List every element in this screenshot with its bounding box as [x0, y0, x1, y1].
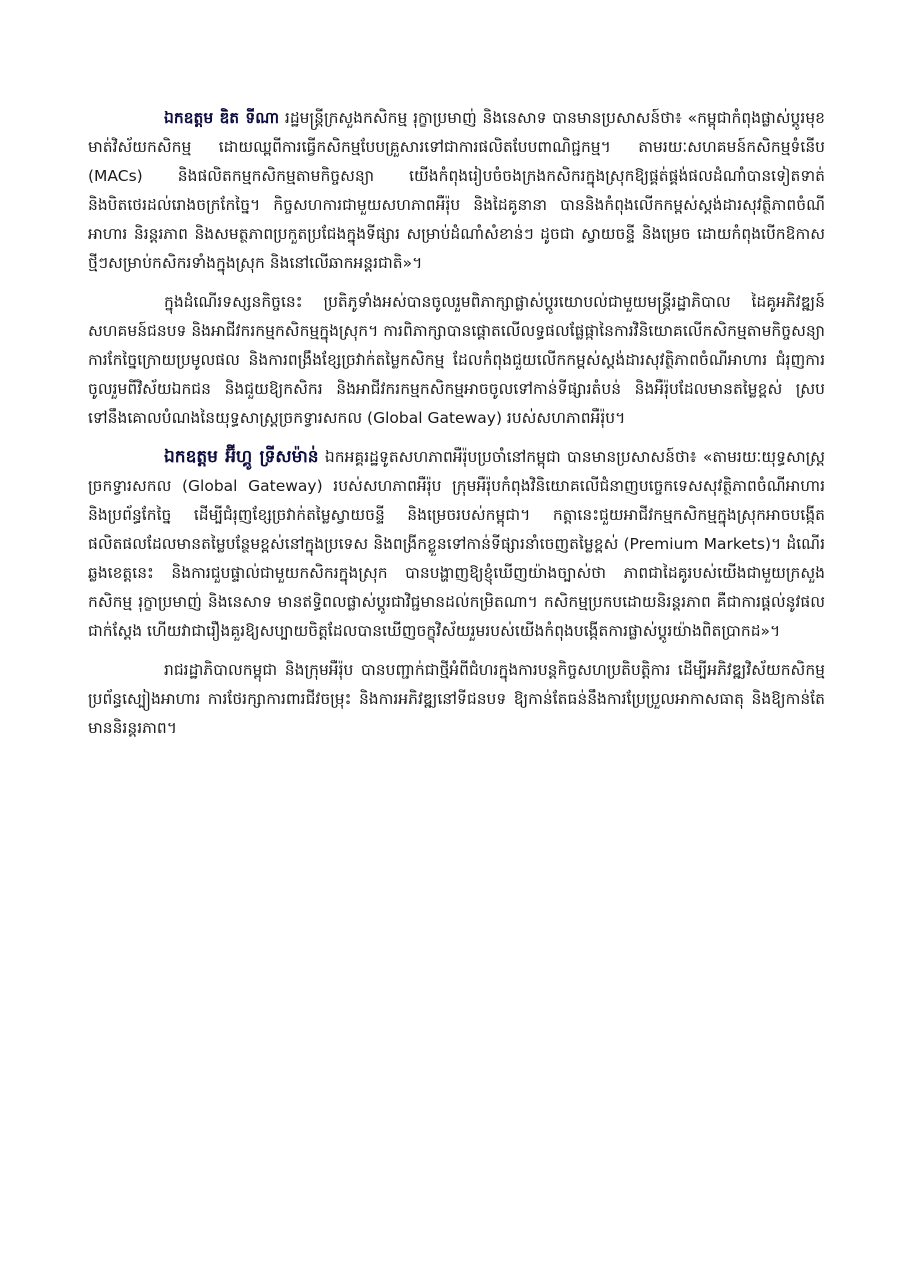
paragraph-text: រាជរដ្ឋាភិបាលកម្ពុជា និងក្រុមអឺរ៉ុប បានបញ្ជាក់ជាថ្មីអំពីជំហរក្នុងការបន្តកិច្ចសហប្រតិបត្តិការ ដើម្បីអភិវឌ្ឍវិស័យកសិកម្ម ប្រព័ន្ធស្បៀងអាហារ ការថែរក្សាការពារជីវចម្រុះ និងការអភិវឌ្ឍនៅទីជនបទ ឱ្យកាន់តែធន់នឹងការប្រែប្រួលអាកាសធាតុ និងឱ្យកាន់តែមាននិរន្តរភាព។ — [88, 661, 825, 737]
speaker-name: ឯកឧត្តម ឌិត ទីណា — [164, 109, 280, 127]
paragraph-text: ក្នុងដំណើរទស្សនកិច្ចនេះ ប្រតិភូទាំងអស់បានចូលរួមពិភាក្សាផ្លាស់ប្តូរយោបល់ជាមួយមន្ត្រីរដ្ឋាភិបាល ដៃគូអភិវឌ្ឍន៍ សហគមន៍ជនបទ និងអាជីវករកម្មកសិកម្មក្នុងស្រុក។ ការពិភាក្សាបានផ្តោតលើលទ្ធផលផ្លែផ្កានៃការវិនិយោគលើកសិកម្មតាមកិច្ចសន្យា ការកែច្នៃក្រោយប្រមូលផល និងការពង្រឹងខ្សែច្រវាក់តម្លៃកសិកម្ម ដែលកំពុងជួយលើកកម្ពស់ស្តង់ដារសុវត្ថិភាពចំណីអាហារ ជំរុញការចូលរួមពីវិស័យឯកជន និងជួយឱ្យកសិករ និងអាជីវករកម្មកសិកម្មអាចចូលទៅកាន់ទីផ្សារតំបន់ និងអឺរ៉ុបដែលមានតម្លៃខ្ពស់ ស្របទៅនឹងគោលបំណងនៃយុទ្ធសាស្ត្រច្រកទ្វារសកល (Global Gateway) របស់សហភាពអឺរ៉ុប។ — [88, 293, 825, 427]
paragraph-text: រដ្ឋមន្ត្រីក្រសួងកសិកម្ម រុក្ខាប្រមាញ់ និងនេសាទ បានមានប្រសាសន៍ថា៖ «កម្ពុជាកំពុងផ្លាស់ប្តូរមុខមាត់វិស័យកសិកម្ម ដោយឈ្ពពីការធ្វើកសិកម្មបែបគ្រួសារទៅជាការផលិតបែបពាណិជ្ជកម្ម។ តាមរយៈសហគមន៍កសិកម្មទំនើប (MACs) និងផលិតកម្មកសិកម្មតាមកិច្ចសន្យា យើងកំពុងរៀបចំចងក្រងកសិករក្នុងស្រុកឱ្យផ្គត់ផ្គង់ផលដំណាំបានទៀតទាត់ និងបិតថេរដល់រោងចក្រកែច្នៃ។ កិច្ចសហការជាមួយសហភាពអឺរ៉ុប និងដៃគូនានា បាននិងកំពុងលើកកម្ពស់ស្តង់ដារសុវត្ថិភាពចំណីអាហារ និរន្តរភាព និងសមត្ថភាពប្រកួតប្រជែងក្នុងទីផ្សារ សម្រាប់ដំណាំសំខាន់ៗ ដូចជា ស្វាយចន្ទី និងម្រេច ដោយកំពុងបើកឱកាសថ្មីៗសម្រាប់កសិករទាំងក្នុងស្រុក និងនៅលើឆាកអន្តរជាតិ»។ — [88, 109, 825, 272]
paragraph-ambassador-statement — [88, 443, 825, 646]
paragraph-minister-statement — [88, 104, 825, 278]
speaker-name: ឯកឧត្តម អ៊ីហ្គូ ទ្រីសម៉ាន់ — [164, 447, 319, 467]
paragraph-text: ឯកអគ្គរដ្ឋទូតសហភាពអឺរ៉ុបប្រចាំនៅកម្ពុជា បានមានប្រសាសន៍ថា៖ «តាមរយៈយុទ្ធសាស្ត្រច្រកទ្វារសកល (Global Gateway) របស់សហភាពអឺរ៉ុប ក្រុមអឺរ៉ុបកំពុងវិនិយោគលើជំនាញបច្ចេកទេសសុវត្ថិភាពចំណីអាហារ និងប្រព័ន្ធកែច្នៃ ដើម្បីជំរុញខ្សែច្រវាក់តម្លៃស្វាយចន្ទី និងម្រេចរបស់កម្ពុជា។ កត្តានេះជួយអាជីវកម្មកសិកម្មក្នុងស្រុកអាចបង្កើតផលិតផលដែលមានតម្លៃបន្ថែមខ្ពស់នៅក្នុងប្រទេស និងពង្រីកខ្លួនទៅកាន់ទីផ្សារនាំចេញតម្លៃខ្ពស់ (Premium Markets)។ ដំណើរឆ្លងខេត្តនេះ និងការជួបផ្ទាល់ជាមួយកសិករក្នុងស្រុក បានបង្ហាញឱ្យខ្ញុំឃើញយ៉ាងច្បាស់ថា ភាពជាដៃគូរបស់យើងជាមួយក្រសួងកសិកម្ម រុក្ខាប្រមាញ់ និងនេសាទ មានឥទ្ធិពលផ្លាស់ប្តូរជាវិជ្ជមានដល់កម្រិតណា។ កសិកម្មប្រកបដោយនិរន្តរភាព គឺជាការផ្តល់នូវផលជាក់ស្តែង ហើយវាជារឿងគួរឱ្យសប្បាយចិត្តដែលបានឃើញចក្ខុវិស័យរួមរបស់យើងកំពុងបង្កើតការផ្លាស់ប្តូរយ៉ាងពិតប្រាកដ»។ — [88, 448, 825, 640]
paragraph-closing — [88, 656, 825, 743]
paragraph-visit-discussion — [88, 288, 825, 433]
